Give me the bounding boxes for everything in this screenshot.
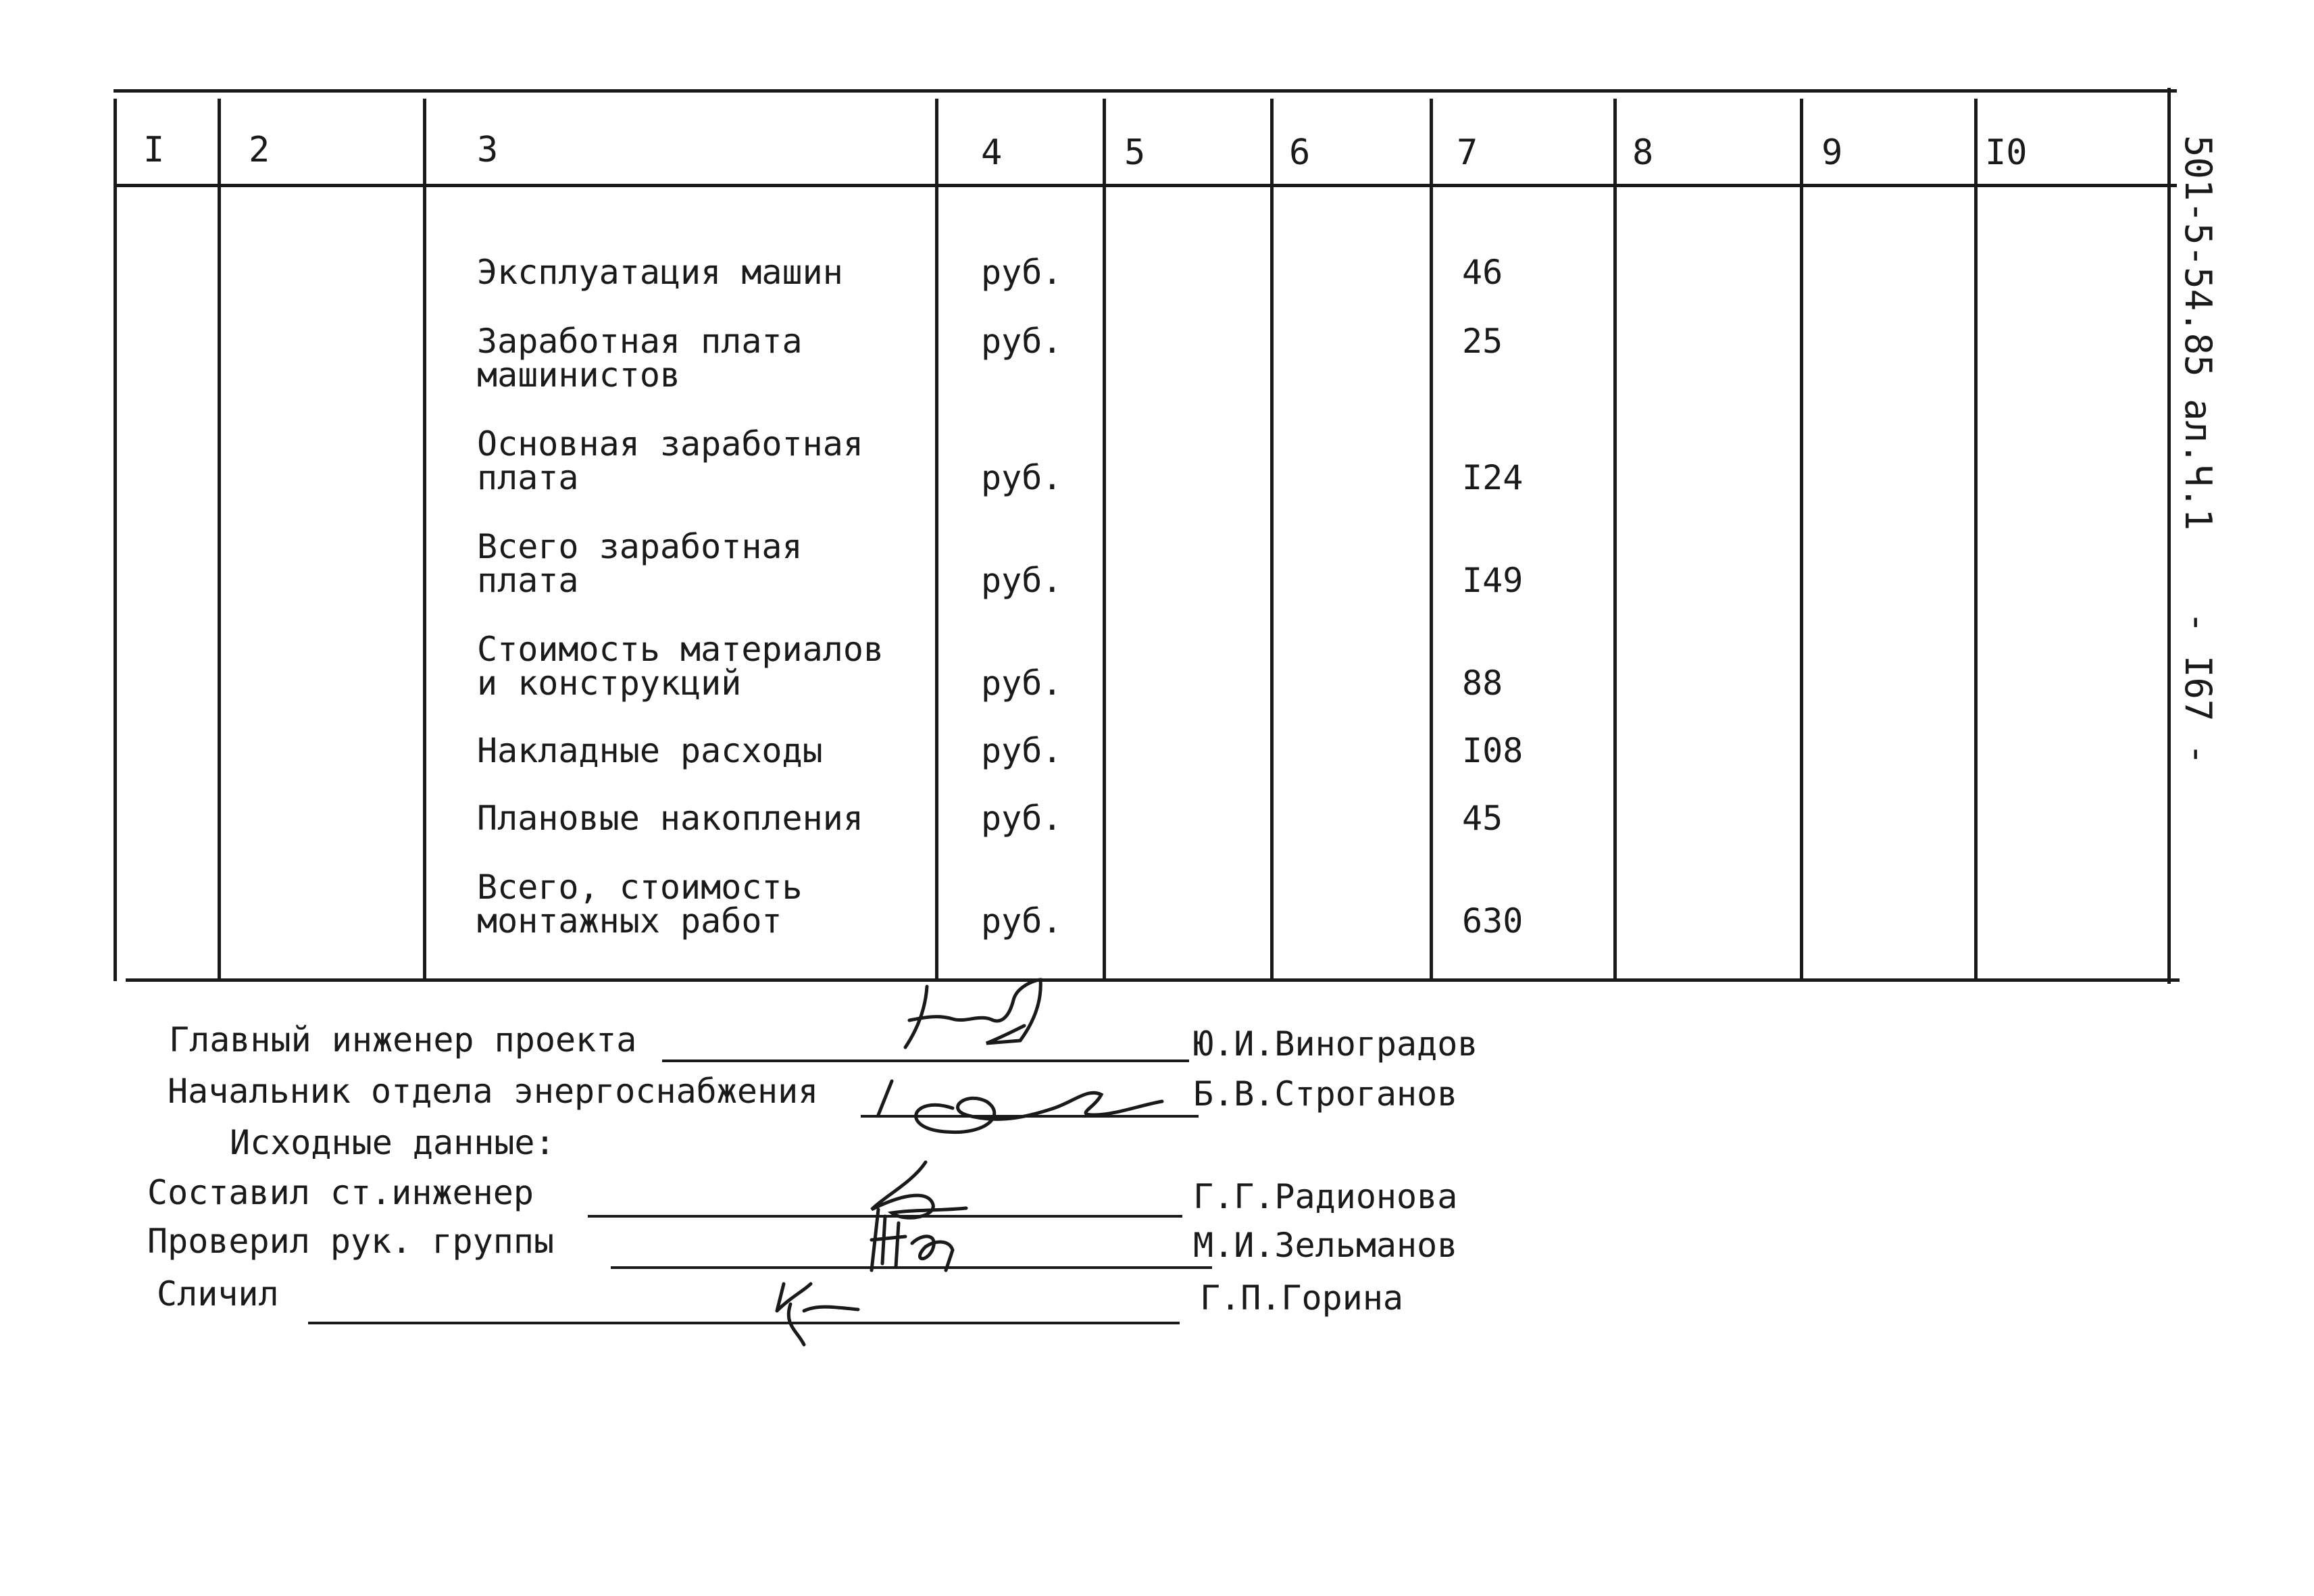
- column-header: 6: [1289, 132, 1311, 173]
- column-header: 8: [1632, 132, 1654, 173]
- signature-line: [308, 1322, 1180, 1324]
- table-row-unit: руб.: [981, 901, 1063, 941]
- column-header: 5: [1124, 132, 1146, 173]
- table-row-label: Заработная плата: [477, 322, 803, 361]
- table-row-label: Накладные расходы: [477, 731, 823, 770]
- col-divider: [1270, 99, 1274, 981]
- table-row-unit: руб.: [981, 561, 1063, 600]
- handwritten-signature: [885, 973, 1061, 1061]
- signature-role: Начальник отдела энергоснабжения: [168, 1072, 819, 1111]
- col-divider: [114, 99, 117, 981]
- table-row-value: I08: [1462, 731, 1524, 770]
- col-divider: [1430, 99, 1433, 981]
- col-divider: [1974, 99, 1978, 981]
- table-row-label: Всего заработная: [477, 527, 803, 566]
- column-header: 3: [477, 130, 499, 170]
- col-divider: [423, 99, 426, 981]
- table-row-label: монтажных работ: [477, 901, 782, 941]
- col-divider: [935, 99, 938, 981]
- table-row-value: 25: [1462, 322, 1503, 361]
- table-row-unit: руб.: [981, 664, 1063, 703]
- table-row-label: плата: [477, 458, 579, 497]
- side-stamp: [2172, 135, 2253, 784]
- table-row-unit: руб.: [981, 731, 1063, 770]
- table-row-value: I49: [1462, 561, 1524, 600]
- table-row-value: 45: [1462, 799, 1503, 838]
- signature-role: Сличил: [157, 1274, 279, 1314]
- side-stamp-svg: [2172, 135, 2253, 784]
- column-header: 2: [249, 130, 270, 170]
- handwritten-signature: [763, 1270, 872, 1351]
- signature-role: Проверил рук. группы: [147, 1222, 555, 1261]
- page-number: - I67 -: [2177, 612, 2219, 766]
- signature-name: Г.Г.Радионова: [1193, 1177, 1458, 1216]
- signature-name: Б.В.Строганов: [1193, 1074, 1458, 1114]
- table-row-label: машинистов: [477, 355, 681, 395]
- table-row-unit: руб.: [981, 799, 1063, 838]
- table-row-value: 88: [1462, 664, 1503, 703]
- signature-name: Ю.И.Виноградов: [1193, 1024, 1478, 1064]
- table-row-label: и конструкций: [477, 664, 742, 703]
- col-divider: [1103, 99, 1106, 981]
- col-divider: [1613, 99, 1617, 981]
- table-row-unit: руб.: [981, 322, 1063, 361]
- table-row-label: Эксплуатация машин: [477, 253, 843, 292]
- table-row-label: Стоимость материалов: [477, 630, 884, 669]
- column-header: 4: [981, 132, 1003, 173]
- col-divider: [1800, 99, 1803, 981]
- column-header: 9: [1821, 132, 1843, 173]
- column-header: I: [143, 130, 165, 170]
- column-header: 7: [1457, 132, 1478, 173]
- source-data-label: Исходные данные:: [230, 1123, 555, 1162]
- document-code: 501-5-54.85 ал.Ч.1: [2177, 135, 2219, 531]
- table-row-label: Плановые накопления: [477, 799, 863, 838]
- column-header: I0: [1985, 132, 2028, 173]
- table-bottom-border: [126, 978, 2180, 982]
- table-row-label: Основная заработная: [477, 424, 863, 464]
- table-row-label: Всего, стоимость: [477, 868, 803, 907]
- table-row-value: 46: [1462, 253, 1503, 292]
- signature-role: Составил ст.инженер: [147, 1173, 534, 1212]
- col-divider: [218, 99, 221, 981]
- signature-name: М.И.Зельманов: [1193, 1226, 1458, 1265]
- table-top-border: [114, 89, 2177, 93]
- table-row-label: плата: [477, 561, 579, 600]
- table-row-unit: руб.: [981, 253, 1063, 292]
- table-row-value: 630: [1462, 901, 1524, 941]
- table-row-unit: руб.: [981, 458, 1063, 497]
- signature-name: Г.П.Горина: [1200, 1278, 1404, 1318]
- table-row-value: I24: [1462, 458, 1524, 497]
- signature-role: Главный инженер проекта: [169, 1020, 637, 1059]
- handwritten-signature: [858, 1203, 966, 1277]
- handwritten-signature: [872, 1068, 1169, 1142]
- col-divider: [2167, 88, 2171, 984]
